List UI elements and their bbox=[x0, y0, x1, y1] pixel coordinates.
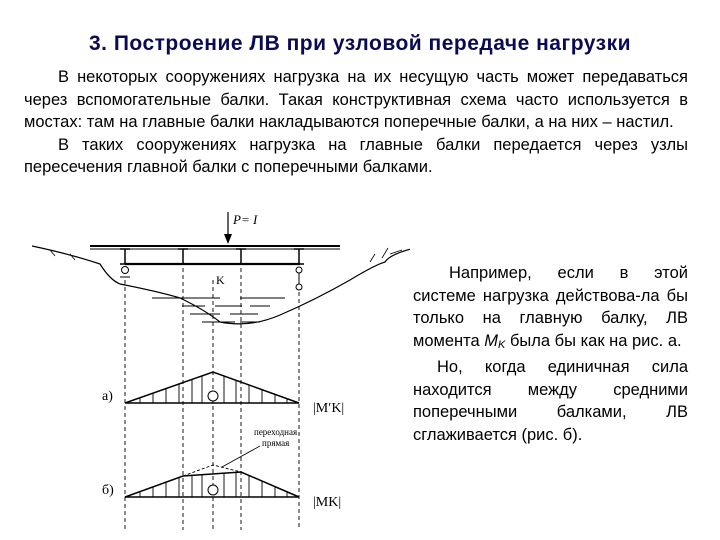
intro-paragraph-2: В таких сооружениях нагрузка на главные балки передается через узлы пересечения главной балки с поперечными балками. bbox=[24, 135, 688, 176]
diagram-a-label: а) bbox=[102, 389, 113, 404]
bridge-influence-diagram bbox=[30, 210, 410, 530]
supports bbox=[120, 267, 302, 291]
side-paragraph-1-text: Например, если в этой системе нагрузка действова-ла бы только на главную балку, ЛВ момента bbox=[413, 264, 688, 350]
side-paragraph-2: Но, когда единичная сила находится между средними поперечными балками, ЛВ сглаживается (рис. б). bbox=[413, 358, 688, 444]
side-paragraph-1-end: была бы как на рис. а. bbox=[505, 331, 682, 350]
diagram-b-label: б) bbox=[102, 483, 114, 498]
intro-text bbox=[24, 66, 688, 179]
intro-paragraph-1: В некоторых сооружениях нагрузка на их несущую часть может передаваться через вспомогательные балки. Такая конструктивная схема часто используется в мостах: там на главные балки накладываются поперечные балки, а на них – настил. bbox=[24, 68, 688, 131]
node-label: K bbox=[216, 273, 225, 287]
transition-note-line-1: переходная bbox=[254, 427, 298, 437]
slide-title: 3. Построение ЛВ при узловой передаче нагрузки bbox=[88, 32, 632, 55]
load-label: P= I bbox=[233, 212, 258, 227]
side-paragraph-1 bbox=[413, 262, 688, 356]
water-lines bbox=[152, 298, 285, 322]
side-text bbox=[413, 262, 688, 446]
moment-subscript: K bbox=[498, 338, 506, 351]
influence-line-b-label: |MK| bbox=[313, 495, 342, 510]
transition-note-line-2: прямая bbox=[262, 438, 290, 448]
influence-line-a-label: |M′K| bbox=[313, 401, 345, 416]
cross-beams bbox=[120, 249, 304, 264]
moment-symbol: M bbox=[484, 331, 499, 350]
